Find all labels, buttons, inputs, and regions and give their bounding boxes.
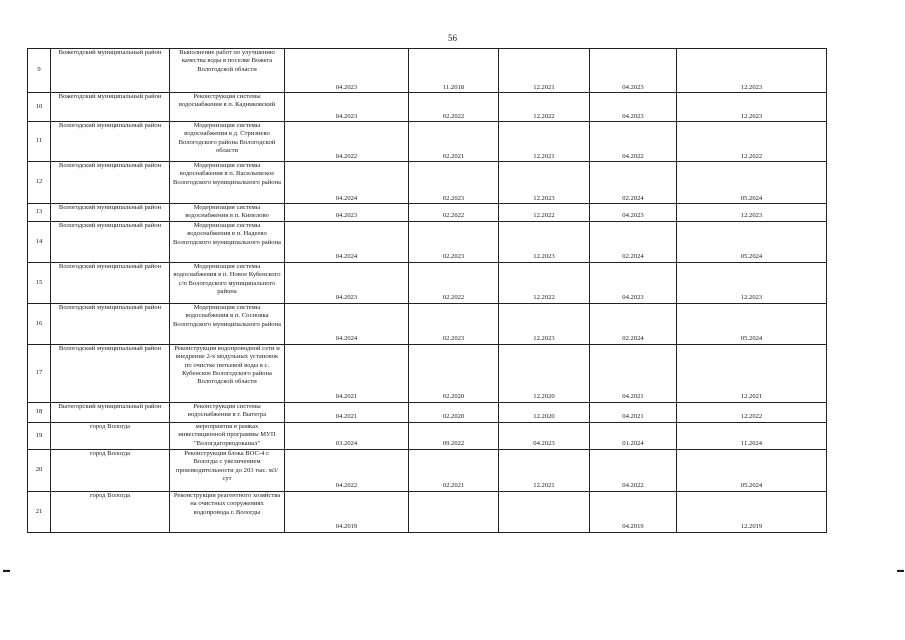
- date-cell-2: 02.2023: [409, 303, 499, 344]
- project-name-cell: Реконструкция реагентного хозяйства на очистных сооружениях водопровода г. Вологды: [170, 491, 285, 532]
- date-cell-4: 02.2024: [590, 162, 677, 204]
- row-number: 15: [28, 262, 51, 303]
- date-cell-3: 12.2023: [499, 303, 590, 344]
- table-row: [28, 93, 827, 122]
- schedule-table: [27, 48, 827, 533]
- table-row: [28, 221, 827, 262]
- row-number: 9: [28, 49, 51, 93]
- table-row: [28, 303, 827, 344]
- row-number: 13: [28, 204, 51, 222]
- date-cell-4: 01.2024: [590, 422, 677, 449]
- table-row: [28, 262, 827, 303]
- date-cell-5: 05.2024: [677, 162, 827, 204]
- date-cell-4: 02.2024: [590, 303, 677, 344]
- table-row: [28, 491, 827, 532]
- date-cell-4: 04.2021: [590, 402, 677, 422]
- date-cell-3: 12.2022: [499, 93, 590, 122]
- date-cell-5: 12.2023: [677, 93, 827, 122]
- district-cell: Вологодский муниципальный район: [51, 204, 170, 222]
- date-cell-5: 05.2024: [677, 303, 827, 344]
- project-name-cell: Модернизация системы водоснабжения в д. Стризнево Вологодского района Вологодской области: [170, 122, 285, 162]
- date-cell-5: 12.2023: [677, 204, 827, 222]
- date-cell-3: 12.2021: [499, 449, 590, 491]
- date-cell-1: 04.2024: [285, 221, 409, 262]
- date-cell-2: 09.2022: [409, 422, 499, 449]
- table-row: [28, 122, 827, 162]
- date-cell-3: 04.2023: [499, 422, 590, 449]
- date-cell-4: 04.2023: [590, 204, 677, 222]
- date-cell-4: 02.2024: [590, 221, 677, 262]
- row-number: 14: [28, 221, 51, 262]
- date-cell-1: 03.2024: [285, 422, 409, 449]
- date-cell-1: 04.2023: [285, 204, 409, 222]
- table-row: [28, 422, 827, 449]
- margin-mark-right: ▬: [897, 566, 904, 574]
- district-cell: Вологодский муниципальный район: [51, 162, 170, 204]
- table-row: [28, 162, 827, 204]
- project-name-cell: Модернизация системы водоснабжения в п. Новое Кубенского с/п Вологодского муниципального района: [170, 262, 285, 303]
- date-cell-3: 12.2021: [499, 49, 590, 93]
- date-cell-4: 04.2021: [590, 344, 677, 402]
- date-cell-2: 02.2021: [409, 449, 499, 491]
- row-number: 11: [28, 122, 51, 162]
- district-cell: Вологодский муниципальный район: [51, 122, 170, 162]
- date-cell-1: 04.2021: [285, 344, 409, 402]
- date-cell-3: 12.2023: [499, 221, 590, 262]
- project-name-cell: Реконструкция системы водоснабжения в г. Вытегра: [170, 402, 285, 422]
- district-cell: Вологодский муниципальный район: [51, 344, 170, 402]
- row-number: 16: [28, 303, 51, 344]
- row-number: 19: [28, 422, 51, 449]
- date-cell-2: 02.2022: [409, 204, 499, 222]
- project-name-cell: Реконструкция системы водоснабжения в п. Кадниковский: [170, 93, 285, 122]
- date-cell-3: 12.2020: [499, 344, 590, 402]
- project-name-cell: Реконструкция водопроводной сети и внедрение 2-х модульных установок по очистке питьевой воды в с. Кубенское Вологодского района Вологодской области: [170, 344, 285, 402]
- date-cell-2: 02.2023: [409, 221, 499, 262]
- date-cell-5: 12.2023: [677, 262, 827, 303]
- table-row: [28, 449, 827, 491]
- row-number: 10: [28, 93, 51, 122]
- project-name-cell: Модернизация системы водоснабжения в п. Надеево Вологодского муниципального района: [170, 221, 285, 262]
- row-number: 12: [28, 162, 51, 204]
- date-cell-1: 04.2021: [285, 402, 409, 422]
- date-cell-2: 02.2022: [409, 93, 499, 122]
- date-cell-1: 04.2024: [285, 303, 409, 344]
- date-cell-4: 04.2022: [590, 122, 677, 162]
- district-cell: город Вологда: [51, 449, 170, 491]
- date-cell-5: 12.2022: [677, 402, 827, 422]
- row-number: 17: [28, 344, 51, 402]
- date-cell-5: 12.2022: [677, 122, 827, 162]
- district-cell: Вожегодский муниципальный район: [51, 49, 170, 93]
- date-cell-1: 04.2019: [285, 491, 409, 532]
- date-cell-2: 02.2021: [409, 122, 499, 162]
- date-cell-1: 04.2022: [285, 122, 409, 162]
- project-name-cell: Реконструкция блока ВОС-4 г. Вологды с увеличением производительности до 203 тыс. м3/сут: [170, 449, 285, 491]
- date-cell-1: 04.2023: [285, 262, 409, 303]
- date-cell-4: 04.2023: [590, 93, 677, 122]
- project-name-cell: Модернизация системы водоснабжения в п. Кипелово: [170, 204, 285, 222]
- district-cell: Вологодский муниципальный район: [51, 262, 170, 303]
- date-cell-3: 12.2020: [499, 402, 590, 422]
- date-cell-4: 04.2022: [590, 449, 677, 491]
- date-cell-1: 04.2023: [285, 93, 409, 122]
- district-cell: Вытегорский муниципальный район: [51, 402, 170, 422]
- project-name-cell: Выполнение работ по улучшению качества воды в поселке Вожега Вологодской области: [170, 49, 285, 93]
- district-cell: город Вологда: [51, 422, 170, 449]
- table-row: [28, 344, 827, 402]
- district-cell: Вологодский муниципальный район: [51, 303, 170, 344]
- project-name-cell: Модернизация системы водоснабжения в п. Васильевское Вологодского муниципального района: [170, 162, 285, 204]
- date-cell-2: 02.2020: [409, 402, 499, 422]
- table-body: [28, 49, 827, 533]
- date-cell-2: 02.2020: [409, 344, 499, 402]
- date-cell-3: 12.2023: [499, 162, 590, 204]
- date-cell-2: 02.2023: [409, 162, 499, 204]
- date-cell-2: 02.2022: [409, 262, 499, 303]
- table-row: [28, 402, 827, 422]
- date-cell-3: [499, 491, 590, 532]
- row-number: 21: [28, 491, 51, 532]
- date-cell-1: 04.2023: [285, 49, 409, 93]
- date-cell-5: 05.2024: [677, 449, 827, 491]
- date-cell-1: 04.2024: [285, 162, 409, 204]
- date-cell-3: 12.2022: [499, 204, 590, 222]
- table-row: [28, 204, 827, 222]
- project-name-cell: мероприятия в рамках инвестиционной программы МУП "Вологдагорводоканал": [170, 422, 285, 449]
- date-cell-2: 11.2018: [409, 49, 499, 93]
- district-cell: Вожегодский муниципальный район: [51, 93, 170, 122]
- date-cell-4: 04.2023: [590, 262, 677, 303]
- table-row: [28, 49, 827, 93]
- date-cell-3: 12.2021: [499, 122, 590, 162]
- date-cell-5: 12.2021: [677, 344, 827, 402]
- date-cell-4: 04.2023: [590, 49, 677, 93]
- margin-mark-left: ▬: [3, 566, 10, 574]
- date-cell-4: 04.2019: [590, 491, 677, 532]
- date-cell-5: 11.2024: [677, 422, 827, 449]
- page-number: 56: [448, 33, 457, 43]
- row-number: 20: [28, 449, 51, 491]
- project-name-cell: Модернизация системы водоснабжения в п. Сосновка Вологодского муниципального района: [170, 303, 285, 344]
- district-cell: город Вологда: [51, 491, 170, 532]
- row-number: 18: [28, 402, 51, 422]
- date-cell-3: 12.2022: [499, 262, 590, 303]
- district-cell: Вологодский муниципальный район: [51, 221, 170, 262]
- date-cell-2: [409, 491, 499, 532]
- date-cell-5: 12.2019: [677, 491, 827, 532]
- date-cell-5: 12.2023: [677, 49, 827, 93]
- date-cell-1: 04.2022: [285, 449, 409, 491]
- date-cell-5: 05.2024: [677, 221, 827, 262]
